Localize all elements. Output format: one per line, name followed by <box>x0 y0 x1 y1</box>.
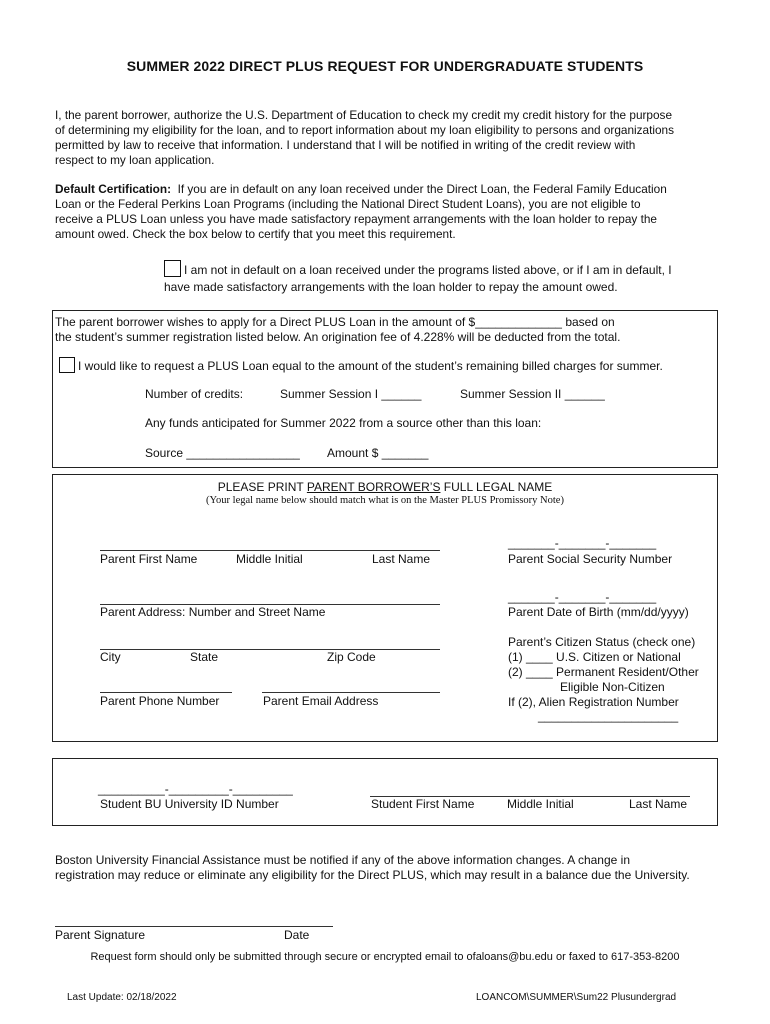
default-certification-line: receive a PLUS Loan unless you have made satisfactory repayment arrangements with the loan holder to repay the <box>55 212 657 226</box>
default-certification-text: If you are in default on any loan received under the Direct Loan, the Federal Family Education <box>171 182 667 196</box>
citizen-status-heading: Parent’s Citizen Status (check one) <box>508 635 696 649</box>
student-id-label: Student BU University ID Number <box>100 797 279 811</box>
authorization-line: permitted by law to receive that information. I understand that I will be notified in writing of the credit review with <box>55 138 636 152</box>
notice-line: Boston University Financial Assistance must be notified if any of the above information changes. A change in <box>55 853 630 867</box>
parent-address-label: Parent Address: Number and Street Name <box>100 605 326 619</box>
funds-source-field[interactable]: Source _________________ <box>145 446 300 460</box>
parent-dob-input[interactable]: _______-_______-_______ <box>508 590 657 604</box>
authorization-line: I, the parent borrower, authorize the U.S. Department of Education to check my credit my credit history for the purpose <box>55 108 673 122</box>
alien-registration-label: If (2), Alien Registration Number <box>508 695 679 709</box>
parent-name-subheading: (Your legal name below should match what is on the Master PLUS Promissory Note) <box>206 495 564 506</box>
parent-phone-input-line[interactable] <box>100 692 232 693</box>
notice-line: registration may reduce or eliminate any eligibility for the Direct PLUS, which may result in a balance due the University. <box>55 868 690 882</box>
remaining-charges-row <box>59 357 663 373</box>
default-certification-paragraph <box>55 182 715 242</box>
student-last-name-label: Last Name <box>629 797 688 811</box>
alien-registration-input[interactable]: _____________________ <box>538 709 679 723</box>
file-path: LOANCOM\SUMMER\Sum22 Plusundergrad <box>476 992 677 1003</box>
parent-phone-label: Parent Phone Number <box>100 694 220 708</box>
other-funds-question: Any funds anticipated for Summer 2022 from a source other than this loan: <box>145 416 542 430</box>
parent-ssn-label: Parent Social Security Number <box>508 552 673 566</box>
citizen-option-us[interactable]: (1) ____ U.S. Citizen or National <box>508 650 681 664</box>
not-in-default-row <box>164 260 672 277</box>
parent-email-label: Parent Email Address <box>263 694 379 708</box>
student-first-name-label: Student First Name <box>371 797 475 811</box>
citizen-option-resident-cont: Eligible Non-Citizen <box>560 680 665 694</box>
funds-amount-field[interactable]: Amount $ _______ <box>327 446 429 460</box>
parent-signature-label: Parent Signature <box>55 928 146 942</box>
parent-name-heading: PLEASE PRINT PARENT BORROWER’S FULL LEGAL NAME <box>217 480 553 494</box>
submission-note: Request form should only be submitted through secure or encrypted email to ofaloans@bu.edu or faxed to 617-353-8200 <box>90 951 680 963</box>
parent-dob-label: Parent Date of Birth (mm/dd/yyyy) <box>508 605 689 619</box>
origination-fee-line: the student’s summer registration listed below. An origination fee of 4.228% will be deducted from the total. <box>55 330 621 344</box>
parent-first-name-label: Parent First Name <box>100 552 198 566</box>
summer-session-2-field[interactable]: Summer Session II ______ <box>460 387 605 401</box>
parent-state-label: State <box>190 650 219 664</box>
parent-name-input-line[interactable] <box>100 550 440 551</box>
default-certification-line: amount owed. Check the box below to certify that you meet this requirement. <box>55 227 456 241</box>
student-id-input[interactable]: __________-_________-_________ <box>98 782 293 796</box>
default-certification-heading: Default Certification: <box>55 182 172 196</box>
remaining-charges-checkbox[interactable] <box>59 357 75 373</box>
loan-amount-line: The parent borrower wishes to apply for a Direct PLUS Loan in the amount of $_____________ based on <box>55 315 615 329</box>
summer-session-1-field[interactable]: Summer Session I ______ <box>280 387 422 401</box>
not-in-default-checkbox[interactable] <box>164 260 181 277</box>
authorization-paragraph <box>55 108 715 168</box>
page-title: SUMMER 2022 DIRECT PLUS REQUEST FOR UNDERGRADUATE STUDENTS <box>126 58 644 74</box>
credits-label: Number of credits: <box>145 387 244 401</box>
parent-city-input-line[interactable] <box>100 649 440 650</box>
parent-last-name-label: Last Name <box>372 552 431 566</box>
authorization-line: respect to my loan application. <box>55 153 215 167</box>
signature-date-label: Date <box>284 928 310 942</box>
last-update: Last Update: 02/18/2022 <box>67 992 177 1003</box>
parent-middle-initial-label: Middle Initial <box>236 552 303 566</box>
student-middle-initial-label: Middle Initial <box>507 797 574 811</box>
not-in-default-label-cont: have made satisfactory arrangements with the loan holder to repay the amount owed. <box>164 280 618 294</box>
default-certification-line: Loan or the Federal Perkins Loan Programs (including the National Direct Student Loans), you are not eligible to <box>55 197 641 211</box>
citizen-option-resident[interactable]: (2) ____ Permanent Resident/Other <box>508 665 699 679</box>
parent-email-input-line[interactable] <box>262 692 440 693</box>
parent-zip-label: Zip Code <box>327 650 376 664</box>
parent-ssn-input[interactable]: _______-_______-_______ <box>508 536 657 550</box>
signature-input-line[interactable] <box>55 926 333 927</box>
not-in-default-label: I am not in default on a loan received under the programs listed above, or if I am in default, I <box>184 263 672 277</box>
parent-city-label: City <box>100 650 121 664</box>
remaining-charges-label: I would like to request a PLUS Loan equal to the amount of the student’s remaining billed charges for summer. <box>78 359 663 373</box>
authorization-line: of determining my eligibility for the loan, and to report information about my loan eligibility to persons and organizations <box>55 123 675 137</box>
